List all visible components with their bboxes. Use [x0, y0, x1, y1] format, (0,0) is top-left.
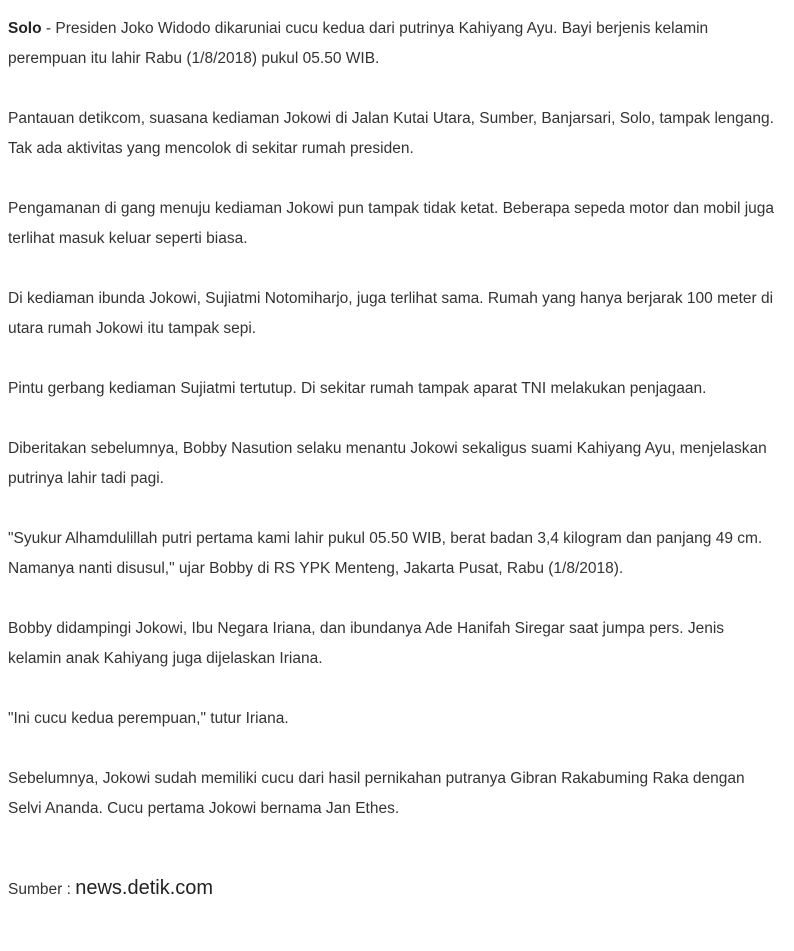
paragraph-7: Bobby didampingi Jokowi, Ibu Negara Iriana, dan ibundanya Ade Hanifah Siregar saat jumpa pers. Jenis kelamin anak Kahiyang juga dijelaskan Iriana. — [8, 620, 725, 667]
paragraph-8: "Ini cucu kedua perempuan," tutur Iriana. — [8, 710, 289, 727]
paragraph-5: Diberitakan sebelumnya, Bobby Nasution selaku menantu Jokowi sekaligus suami Kahiyang Ayu, menjelaskan putrinya lahir tadi pagi. — [8, 440, 767, 487]
paragraph-6: "Syukur Alhamdulillah putri pertama kami lahir pukul 05.50 WIB, berat badan 3,4 kilogram dan panjang 49 cm. Namanya nanti disusul," ujar Bobby di RS YPK Menteng, Jakarta Pusat, Rabu (1/8/2018). — [8, 530, 763, 577]
source-link[interactable]: news.detik.com — [75, 877, 214, 899]
paragraph-1: Pantauan detikcom, suasana kediaman Jokowi di Jalan Kutai Utara, Sumber, Banjarsari, Solo, tampak lengang. Tak ada aktivitas yang mencolok di sekitar rumah presiden. — [8, 110, 774, 157]
paragraph-3: Di kediaman ibunda Jokowi, Sujiatmi Notomiharjo, juga terlihat sama. Rumah yang hanya berjarak 100 meter di utara rumah Jokowi itu tampak sepi. — [8, 290, 774, 337]
source-line — [8, 873, 780, 905]
paragraph-9: Sebelumnya, Jokowi sudah memiliki cucu dari hasil pernikahan putranya Gibran Rakabuming Raka dengan Selvi Ananda. Cucu pertama Jokowi bernama Jan Ethes. — [8, 770, 745, 817]
dateline: Solo — [8, 20, 42, 37]
lead-text: - Presiden Joko Widodo dikaruniai cucu kedua dari putrinya Kahiyang Ayu. Bayi berjenis kelamin perempuan itu lahir Rabu (1/8/2018) pukul 05.50 WIB. — [8, 20, 709, 67]
lead-paragraph — [8, 14, 780, 74]
paragraph-4: Pintu gerbang kediaman Sujiatmi tertutup. Di sekitar rumah tampak aparat TNI melakukan penjagaan. — [8, 380, 707, 397]
paragraph-2: Pengamanan di gang menuju kediaman Jokowi pun tampak tidak ketat. Beberapa sepeda motor dan mobil juga terlihat masuk keluar seperti biasa. — [8, 200, 775, 247]
source-label: Sumber : — [8, 881, 76, 898]
